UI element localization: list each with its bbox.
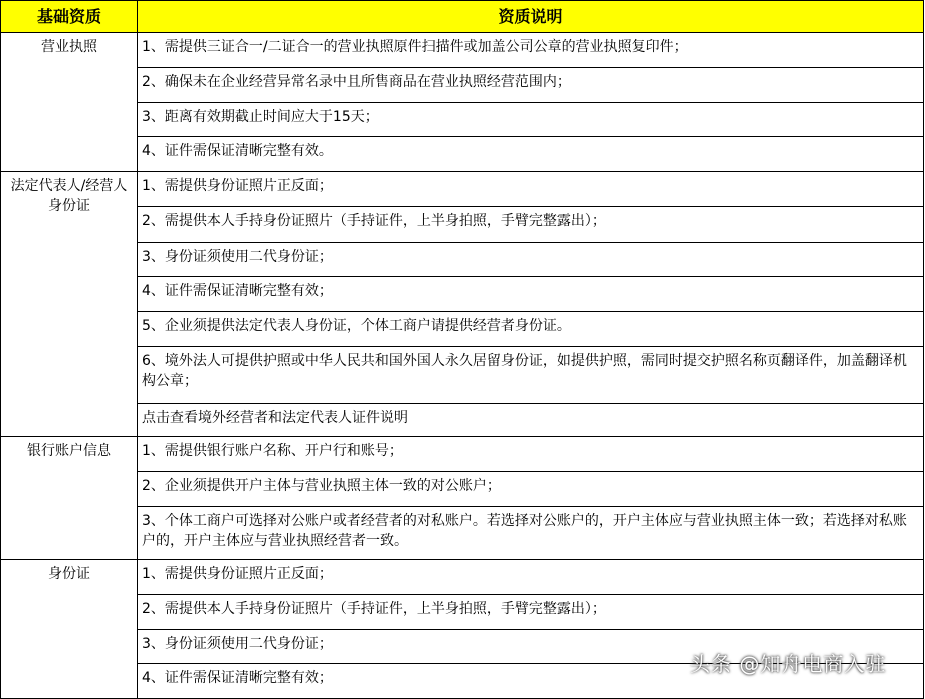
- table-header-row: [1, 1, 924, 33]
- table-row: [1, 472, 924, 507]
- description-cell: 1、需提供银行账户名称、开户行和账号；: [138, 437, 924, 472]
- table-row: [1, 437, 924, 472]
- description-cell: 1、需提供身份证照片正反面；: [138, 560, 924, 595]
- table-row: [1, 507, 924, 560]
- table-row: [1, 172, 924, 207]
- description-cell: 5、企业须提供法定代表人身份证，个体工商户请提供经营者身份证。: [138, 312, 924, 347]
- header-qualification-description: 资质说明: [138, 1, 924, 33]
- table-row: [1, 243, 924, 277]
- table-row: [1, 347, 924, 404]
- table-row: [1, 404, 924, 437]
- watermark: 头条 @知舟电商入驻: [690, 652, 887, 676]
- table-row: [1, 137, 924, 172]
- description-cell: 3、身份证须使用二代身份证；: [138, 630, 924, 664]
- description-cell: 2、需提供本人手持身份证照片（手持证件，上半身拍照，手臂完整露出）；: [138, 595, 924, 630]
- description-cell: 4、证件需保证清晰完整有效。: [138, 137, 924, 172]
- table-row: [1, 595, 924, 630]
- description-cell: 3、个体工商户可选择对公账户或者经营者的对私账户。若选择对公账户的，开户主体应与营业执照主体一致；若选择对私账户的，开户主体应与营业执照经营者一致。: [138, 507, 924, 560]
- description-cell: 3、距离有效期截止时间应大于15天；: [138, 103, 924, 137]
- foreign-id-info-link[interactable]: 点击查看境外经营者和法定代表人证件说明: [138, 404, 924, 437]
- description-cell: 1、需提供身份证照片正反面；: [138, 172, 924, 207]
- table-row: [1, 207, 924, 243]
- description-cell: 1、需提供三证合一/二证合一的营业执照原件扫描件或加盖公司公章的营业执照复印件；: [138, 33, 924, 68]
- table-row: [1, 560, 924, 595]
- category-bank-account: 银行账户信息: [1, 437, 138, 560]
- description-cell: 4、证件需保证清晰完整有效；: [138, 664, 924, 699]
- table-row: [1, 277, 924, 312]
- description-cell: 6、境外法人可提供护照或中华人民共和国外国人永久居留身份证，如提供护照，需同时提交护照名称页翻译件，加盖翻译机构公章；: [138, 347, 924, 404]
- description-cell: 2、确保未在企业经营异常名录中且所售商品在营业执照经营范围内；: [138, 68, 924, 103]
- category-business-license: 营业执照: [1, 33, 138, 172]
- table-row: [1, 33, 924, 68]
- category-id-card: 身份证: [1, 560, 138, 699]
- table-row: [1, 312, 924, 347]
- description-cell: 2、需提供本人手持身份证照片（手持证件，上半身拍照，手臂完整露出）；: [138, 207, 924, 243]
- header-basic-qualification: 基础资质: [1, 1, 138, 33]
- category-legal-representative-id: 法定代表人/经营人身份证: [1, 172, 138, 437]
- description-cell: 2、企业须提供开户主体与营业执照主体一致的对公账户；: [138, 472, 924, 507]
- description-cell: 3、身份证须使用二代身份证；: [138, 243, 924, 277]
- table-row: [1, 68, 924, 103]
- description-cell: 4、证件需保证清晰完整有效；: [138, 277, 924, 312]
- table-row: [1, 103, 924, 137]
